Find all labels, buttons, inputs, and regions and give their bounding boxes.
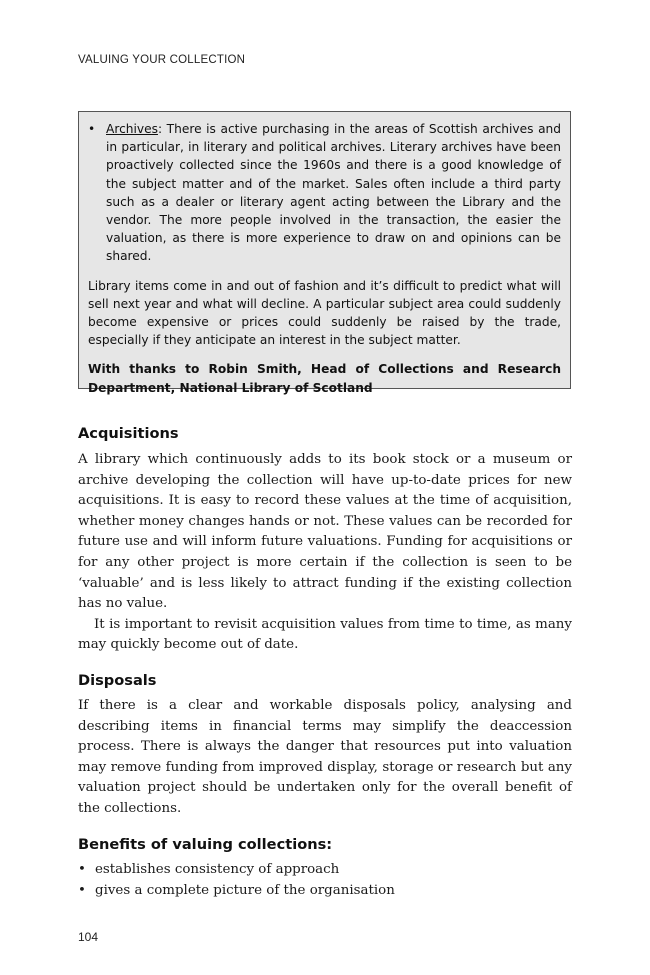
bullet-mark: • [78,862,86,877]
benefits-list [78,860,572,901]
acquisitions-paragraph-2: It is important to revisit acquisition values from time to time, as many may quickly become out of date. [78,616,572,653]
acknowledgement: With thanks to Robin Smith, Head of Collections and Research Department, National Library of Scotland [88,362,561,395]
archives-text [106,120,561,266]
page-number: 104 [78,930,99,944]
acquisitions-paragraph-1: A library which continuously adds to its book stock or a museum or archive developing the collection will have up-to-date prices for new acquisitions. It is easy to record these values at the time of acquisition, whether money changes hands or not. These values can be recorded for future use and will inform future valuations. Funding for acquisitions or for any other project is more certain if the collection is seen to be ‘valuable’ and is less likely to attract funding if the existing collection has no value. [78,452,572,612]
list-item [78,860,572,881]
acquisitions-heading: Acquisitions [78,425,179,442]
archives-bullet-item [88,120,561,266]
list-item [78,881,572,902]
bullet-mark: • [88,122,96,136]
disposals-paragraph: If there is a clear and workable disposals policy, analysing and describing items in financial terms may simplify the deaccession process. There is always the danger that resources put into valuation may remove funding from improved display, storage or research but any valuation project should be undertaken only for the overall benefit of the collections. [78,698,572,816]
list-item-text: gives a complete picture of the organisation [95,882,395,898]
benefits-heading: Benefits of valuing collections: [78,836,333,853]
callout-box [78,111,571,395]
callout-paragraph: Library items come in and out of fashion and it’s difficult to predict what will sell next year and what will decline. A particular subject area could suddenly become expensive or prices could suddenly be raised by the trade, especially if they anticipate an interest in the subject matter. [88,278,561,348]
benefits-section [78,835,572,901]
archives-description: : There is active purchasing in the areas of Scottish archives and in particular, in literary and political archives. Literary archives have been proactively collected since the 1960s and there is a good knowledge of the subject matter and of the market. Sales often include a third party such as a dealer or literary agent acting between the Library and the vendor. The more people involved in the transaction, the easier the valuation, as there is more experience to draw on and opinions can be shared. [106,122,561,264]
bullet-mark: • [78,882,86,898]
disposals-heading: Disposals [78,672,157,689]
acquisitions-section [78,424,572,656]
list-item-text: establishes consistency of approach [95,862,340,877]
running-head: VALUING YOUR COLLECTION [78,54,246,66]
disposals-section [78,671,572,820]
archives-term: Archives [106,122,158,136]
